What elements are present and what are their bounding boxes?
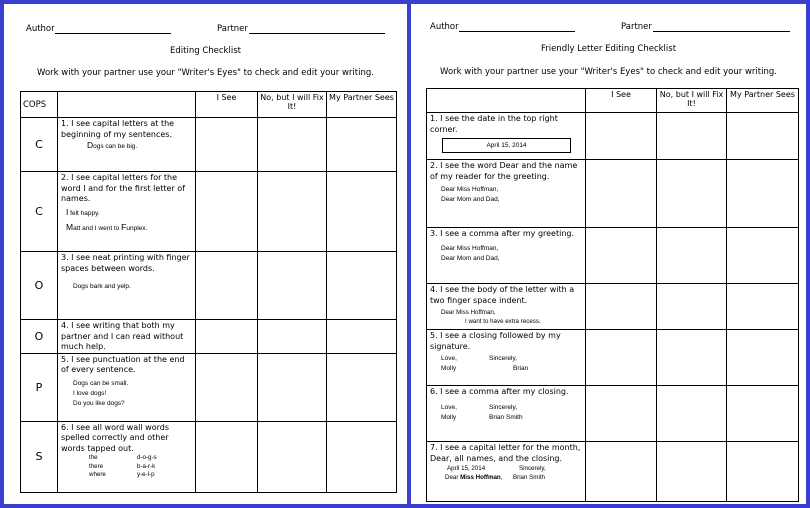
criterion-text: 1. I see capital letters at the beginning of my sentences. <box>61 119 175 139</box>
checklist-title: Editing Checklist <box>170 46 241 56</box>
checklist-instructions: Work with your partner use your "Writer's Eyes" to check and edit your writing. <box>37 68 374 78</box>
closing-examples <box>430 354 583 374</box>
criterion-cell <box>427 228 586 284</box>
cops-letter: S <box>21 421 58 492</box>
fix-checkbox[interactable] <box>258 172 327 252</box>
signature-text: Brian Smith <box>513 473 545 481</box>
criterion-text: 1. I see the date in the top right corner. <box>430 114 558 134</box>
table-row <box>427 113 799 160</box>
word-wall-examples <box>61 454 193 480</box>
criterion-text: 6. I see a comma after my closing. <box>430 387 569 396</box>
criterion-cell <box>58 421 196 492</box>
criterion-cell <box>427 442 586 502</box>
signature-text: Molly <box>441 365 457 372</box>
criterion-text: 2. I see capital letters for the word I and for the first letter of names. <box>61 173 185 203</box>
partner-label: Partner <box>621 22 652 32</box>
author-label: Author <box>430 22 459 32</box>
criterion-text: 3. I see neat printing with finger spaces between words. <box>61 253 190 273</box>
criterion-cell <box>58 118 196 172</box>
example-text: I want to have extra recess. <box>465 317 541 325</box>
fix-checkbox[interactable] <box>657 160 727 228</box>
example-text: I felt happy. <box>66 206 100 217</box>
criterion-cell <box>427 386 586 442</box>
table-row <box>21 353 397 421</box>
closing-text: Sincerely, <box>489 355 518 362</box>
word-wall-word: there <box>89 462 104 470</box>
i-see-checkbox[interactable] <box>196 353 258 421</box>
example-text: Dear Miss Hoffman, <box>441 309 496 316</box>
i-see-checkbox[interactable] <box>196 421 258 492</box>
table-header-row <box>427 89 799 113</box>
fix-checkbox[interactable] <box>657 386 727 442</box>
example-text: Dear Mom and Dad, <box>441 254 500 262</box>
criterion-cell <box>58 353 196 421</box>
author-label: Author <box>26 24 55 34</box>
example-text: Matt and I went to Funplex. <box>66 221 148 232</box>
partner-checkbox[interactable] <box>327 172 397 252</box>
table-row <box>427 330 799 386</box>
example-text: Dogs bark and yelp. <box>73 283 131 290</box>
example-text: Dear Miss Hoffman, <box>441 186 499 193</box>
tapped-word: d-o-g-s <box>137 454 157 461</box>
example-text: Dogs can be big. <box>87 140 138 150</box>
table-row <box>427 228 799 284</box>
fix-header: No, but I will Fix It! <box>657 89 727 113</box>
table-row <box>427 442 799 502</box>
partner-checkbox[interactable] <box>727 442 799 502</box>
closing-text: Love, <box>441 403 457 411</box>
closing-text: Sincerely, <box>489 403 518 411</box>
criterion-cell <box>427 113 586 160</box>
word-wall-word: where <box>89 471 106 478</box>
partner-checkbox[interactable] <box>327 353 397 421</box>
criterion-cell <box>58 320 196 354</box>
table-row <box>21 421 397 492</box>
author-line <box>459 31 575 32</box>
partner-sees-header: My Partner Sees <box>727 89 799 113</box>
friendly-letter-table <box>426 88 799 502</box>
example-text: I love dogs! <box>73 389 107 397</box>
i-see-checkbox[interactable] <box>196 172 258 252</box>
criterion-cell <box>427 160 586 228</box>
example-text: Dear Miss Hoffman, <box>441 244 499 252</box>
fix-checkbox[interactable] <box>657 284 727 330</box>
editing-checklist-sheet <box>4 4 407 504</box>
editing-checklist-table <box>20 91 397 493</box>
i-see-checkbox[interactable] <box>196 252 258 320</box>
i-see-checkbox[interactable] <box>586 330 657 386</box>
i-see-checkbox[interactable] <box>586 386 657 442</box>
author-line <box>55 33 171 34</box>
i-see-checkbox[interactable] <box>586 284 657 330</box>
criterion-text: 3. I see a comma after my greeting. <box>430 229 575 238</box>
i-see-checkbox[interactable] <box>586 160 657 228</box>
friendly-letter-checklist-sheet <box>411 4 806 504</box>
table-header-row <box>21 92 397 118</box>
greeting-text: Dear Miss Hoffman, <box>445 473 503 481</box>
i-see-checkbox[interactable] <box>196 320 258 354</box>
example-text: Dogs can be small. <box>73 379 129 387</box>
criterion-cell <box>427 284 586 330</box>
fix-checkbox[interactable] <box>258 118 327 172</box>
criterion-text: 7. I see a capital letter for the month, Dear, all names, and the closing. <box>430 443 581 463</box>
criterion-text: 5. I see punctuation at the end of every sentence. <box>61 354 185 374</box>
tapped-word: y-e-l-p <box>137 471 155 478</box>
i-see-header: I See <box>196 92 258 118</box>
closing-examples <box>430 403 583 423</box>
criteria-header <box>427 89 586 113</box>
partner-checkbox[interactable] <box>327 421 397 492</box>
criteria-header <box>58 92 196 118</box>
criterion-text: 5. I see a closing followed by my signature. <box>430 331 561 351</box>
criterion-text: 6. I see all word wall words spelled correctly and other words tapped out. <box>61 422 169 453</box>
criterion-cell <box>58 252 196 320</box>
partner-checkbox[interactable] <box>727 160 799 228</box>
table-row <box>21 118 397 172</box>
signature-text: Molly <box>441 413 457 421</box>
i-see-checkbox[interactable] <box>586 113 657 160</box>
fix-checkbox[interactable] <box>258 421 327 492</box>
table-row <box>427 160 799 228</box>
i-see-checkbox[interactable] <box>196 118 258 172</box>
partner-checkbox[interactable] <box>727 330 799 386</box>
criterion-cell <box>58 172 196 252</box>
word-wall-word: the <box>89 454 98 461</box>
partner-checkbox[interactable] <box>327 252 397 320</box>
partner-label: Partner <box>217 24 248 34</box>
checklist-title: Friendly Letter Editing Checklist <box>540 44 677 54</box>
partner-checkbox[interactable] <box>727 386 799 442</box>
partner-line <box>653 31 790 32</box>
table-row <box>21 320 397 354</box>
fix-checkbox[interactable] <box>258 252 327 320</box>
partner-checkbox[interactable] <box>727 284 799 330</box>
closing-text: Love, <box>441 355 457 362</box>
criterion-text: 2. I see the word Dear and the name of my reader for the greeting. <box>430 161 578 181</box>
fix-checkbox[interactable] <box>258 320 327 354</box>
cops-header: COPS <box>21 92 58 118</box>
fix-checkbox[interactable] <box>657 330 727 386</box>
fix-checkbox[interactable] <box>258 353 327 421</box>
cops-letter: O <box>21 252 58 320</box>
date-text: April 15, 2014 <box>447 465 486 472</box>
example-text: Dear Mom and Dad, <box>441 196 500 203</box>
table-row <box>427 284 799 330</box>
criterion-text: 4. I see writing that both my partner and I can read without much help. <box>61 321 184 351</box>
i-see-checkbox[interactable] <box>586 228 657 284</box>
date-example-box: April 15, 2014 <box>442 138 571 153</box>
i-see-header: I See <box>586 89 657 113</box>
partner-checkbox[interactable] <box>327 320 397 354</box>
table-row <box>427 386 799 442</box>
criterion-cell <box>427 330 586 386</box>
partner-sees-header: My Partner Sees <box>327 92 397 118</box>
table-row <box>21 252 397 320</box>
fix-checkbox[interactable] <box>657 228 727 284</box>
cops-letter: P <box>21 353 58 421</box>
cops-letter: C <box>21 118 58 172</box>
i-see-checkbox[interactable] <box>586 442 657 502</box>
cops-letter: C <box>21 172 58 252</box>
partner-line <box>249 33 385 34</box>
criterion-text: 4. I see the body of the letter with a two finger space indent. <box>430 285 575 305</box>
fix-header: No, but I will Fix It! <box>258 92 327 118</box>
example-text: Do you like dogs? <box>73 399 125 407</box>
partner-checkbox[interactable] <box>727 113 799 160</box>
cops-letter: O <box>21 320 58 354</box>
tapped-word: b-a-r-k <box>137 462 156 470</box>
signature-text: Brian <box>513 365 529 372</box>
fix-checkbox[interactable] <box>657 442 727 502</box>
closing-text: Sincerely, <box>519 465 546 472</box>
fix-checkbox[interactable] <box>657 113 727 160</box>
capital-examples <box>430 465 583 482</box>
partner-checkbox[interactable] <box>327 118 397 172</box>
signature-text: Brian Smith <box>489 413 523 421</box>
checklist-instructions: Work with your partner use your "Writer's Eyes" to check and edit your writing. <box>440 67 777 77</box>
partner-checkbox[interactable] <box>727 228 799 284</box>
table-row <box>21 172 397 252</box>
